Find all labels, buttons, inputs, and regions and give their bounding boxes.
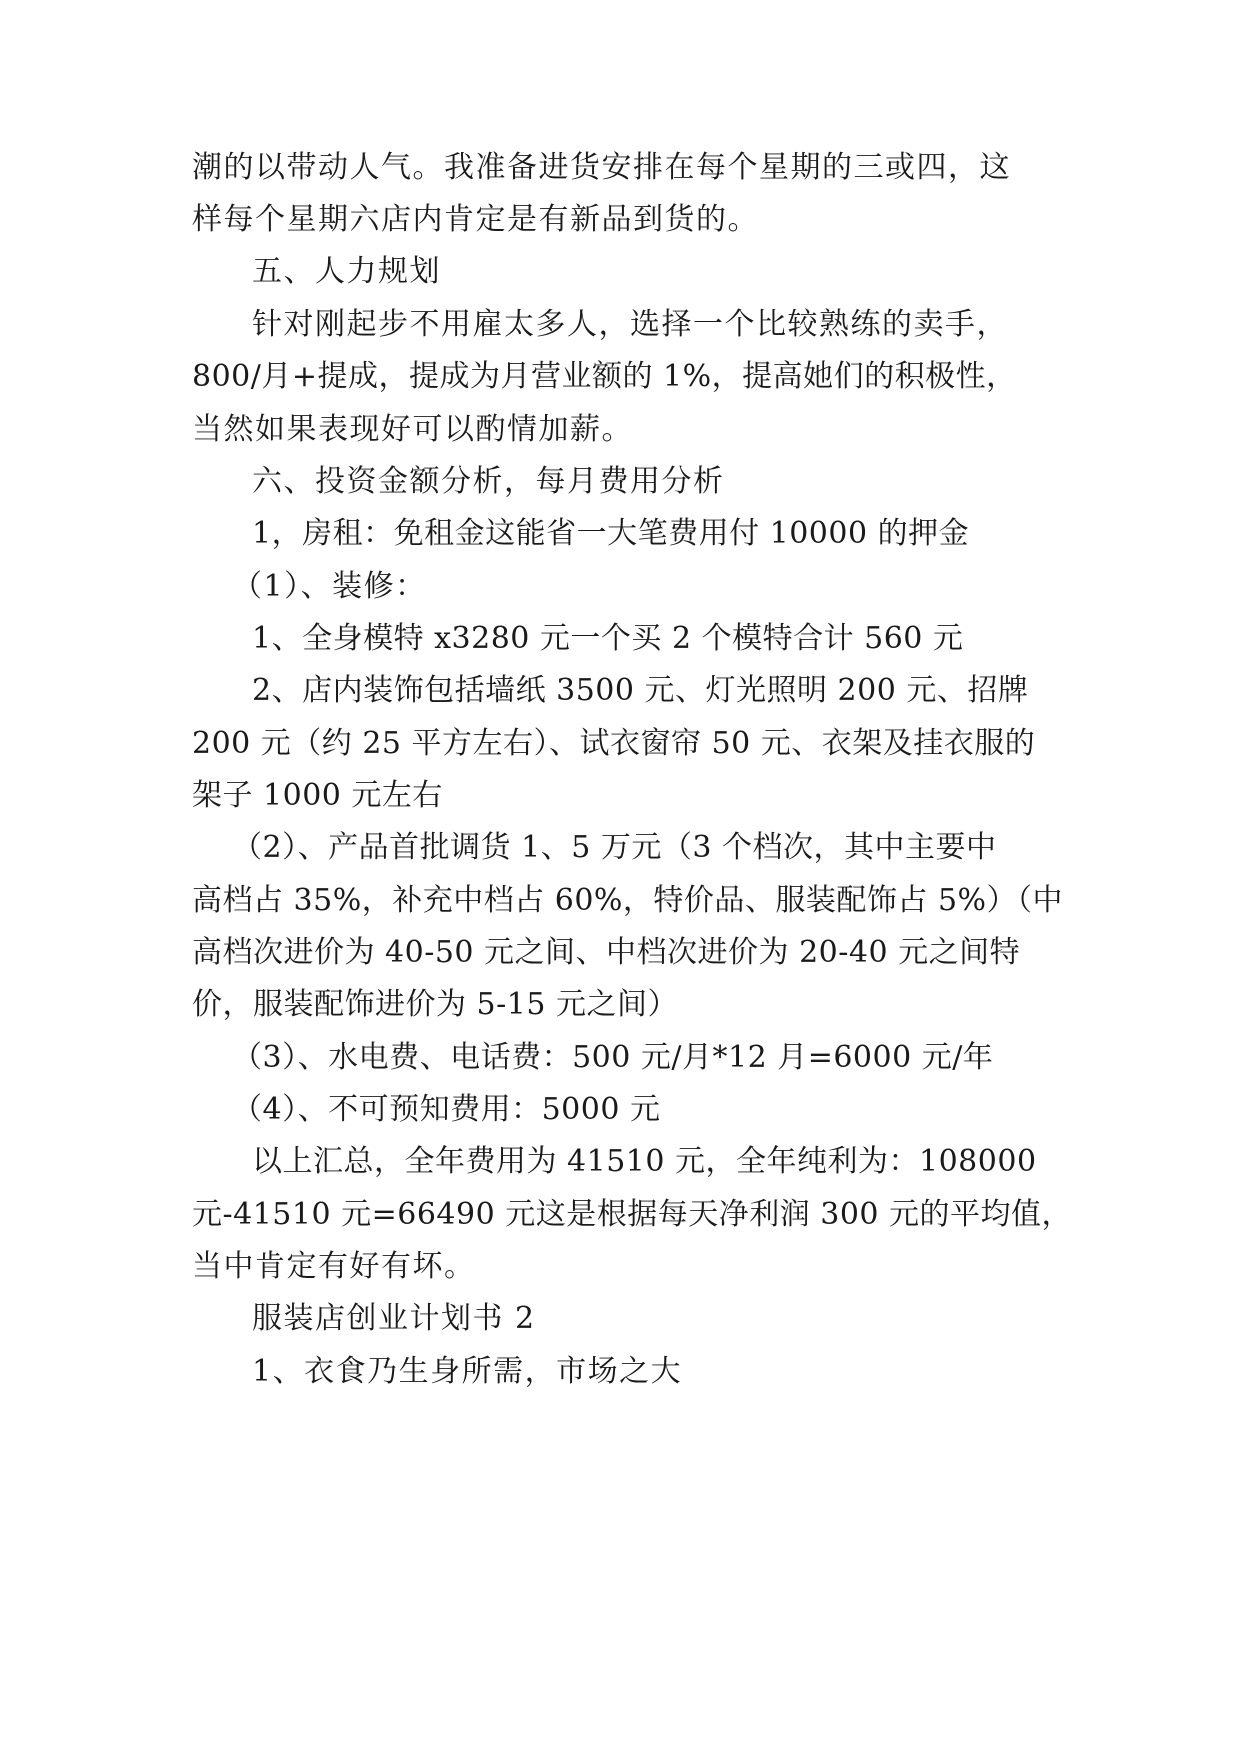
- subheading-utilities: （3）、水电费、电话费：500 元/月*12 月=6000 元/年: [232, 1040, 994, 1075]
- body-text-line: 以上汇总，全年费用为 41510 元，全年纯利为：108000: [252, 1144, 1037, 1179]
- body-text-line: 元-41510 元=66490 元这是根据每天净利润 300 元的平均值，: [192, 1197, 1073, 1232]
- section-heading-investment: 六、投资金额分析，每月费用分析: [252, 464, 725, 499]
- body-text-line: 800/月+提成，提成为月营业额的 1%，提高她们的积极性，: [192, 359, 1017, 394]
- subheading-renovation: （1）、装修：: [232, 569, 427, 604]
- subheading-inventory: （2）、产品首批调货 1、5 万元（3 个档次，其中主要中: [232, 830, 997, 865]
- body-text-line: 200 元（约 25 平方左右）、试衣窗帘 50 元、衣架及挂衣服的: [192, 726, 1036, 761]
- section-heading-staffing: 五、人力规划: [252, 254, 441, 289]
- body-text-line: 高档次进价为 40-50 元之间、中档次进价为 20-40 元之间特: [192, 935, 1021, 970]
- body-text-line: 架子 1000 元左右: [192, 778, 443, 813]
- body-text-line: 当然如果表现好可以酌情加薪。: [192, 412, 633, 447]
- body-text-line: 潮的以带动人气。我准备进货安排在每个星期的三或四，这: [192, 150, 1011, 185]
- list-item: 1、衣食乃生身所需，市场之大: [252, 1354, 683, 1389]
- list-item: 2、店内装饰包括墙纸 3500 元、灯光照明 200 元、招牌: [252, 673, 1029, 708]
- list-item: 1、全身模特 x3280 元一个买 2 个模特合计 560 元: [252, 621, 964, 656]
- body-text-line: 当中肯定有好有坏。: [192, 1249, 476, 1284]
- body-text-line: 针对刚起步不用雇太多人，选择一个比较熟练的卖手，: [252, 307, 1008, 342]
- body-text-line: 高档占 35%，补充中档占 60%，特价品、服装配饰占 5%）（中: [192, 883, 1064, 918]
- subheading-unforeseen-costs: （4）、不可预知费用：5000 元: [232, 1092, 661, 1127]
- body-text-line: 样每个星期六店内肯定是有新品到货的。: [192, 202, 759, 237]
- body-text-line: 价，服装配饰进价为 5-15 元之间）: [192, 987, 678, 1022]
- body-text-line: 1，房租：免租金这能省一大笔费用付 10000 的押金: [252, 516, 970, 551]
- document-title-2: 服装店创业计划书 2: [252, 1301, 536, 1336]
